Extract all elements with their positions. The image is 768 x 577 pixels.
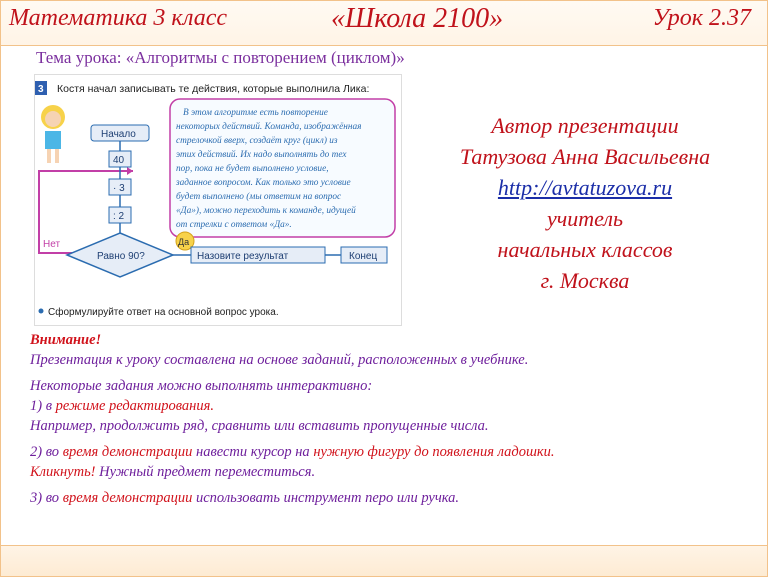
question-text: Сформулируйте ответ на основной вопрос урока. bbox=[48, 307, 279, 318]
divide-label: : 2 bbox=[113, 211, 125, 222]
author-heading: Автор презентации bbox=[491, 113, 679, 138]
instructions-notice bbox=[30, 330, 760, 508]
callout-line: В этом алгоритме есть повторение bbox=[183, 108, 328, 118]
header-bar bbox=[0, 0, 768, 46]
callout-line: «Да»), можно переходить к команде, идущей bbox=[176, 206, 356, 216]
lesson-number: Урок 2.37 bbox=[652, 5, 751, 31]
callout-line: этих действий. Их надо выполнять до тех bbox=[176, 150, 347, 160]
task-number: 3 bbox=[38, 84, 44, 95]
multiply-label: · 3 bbox=[113, 183, 125, 194]
lesson-topic: Тема урока: «Алгоритмы с повторением (циклом)» bbox=[36, 48, 405, 67]
attention-label: Внимание! bbox=[30, 332, 102, 348]
author-block bbox=[420, 110, 750, 296]
callout-line: пор, пока не будет выполнено условие, bbox=[176, 164, 329, 174]
highlight-text: Кликнуть! bbox=[30, 464, 96, 480]
start-label: Начало bbox=[101, 129, 136, 140]
callout-line: некоторых действий. Команда, изображённая bbox=[176, 122, 362, 132]
callout-line: от стрелки с ответом «Да». bbox=[176, 220, 292, 230]
callout-line: будет выполнено (мы ответим на вопрос bbox=[176, 192, 342, 202]
callout-line: заданное вопросом. Как только это условие bbox=[176, 178, 351, 188]
highlight-text: время демонстрации bbox=[62, 490, 193, 506]
bullet-dot bbox=[39, 309, 44, 314]
subject-title: Математика 3 класс bbox=[9, 5, 228, 31]
author-name: Татузова Анна Васильевна bbox=[459, 144, 711, 169]
author-role: учитель bbox=[547, 206, 623, 231]
value-label: 40 bbox=[113, 155, 125, 166]
notice-paragraph: Презентация к уроку составлена на основе заданий, расположенных в учебнике. bbox=[30, 352, 529, 368]
notice-item: 3) во время демонстрации использовать инструмент перо или ручка. bbox=[30, 490, 460, 506]
yes-label: Да bbox=[178, 237, 190, 247]
notice-item: 1) в режиме редактирования. bbox=[30, 398, 214, 414]
result-label: Назовите результат bbox=[197, 251, 289, 262]
highlight-text: до появления ладошки. bbox=[410, 444, 555, 460]
textbook-excerpt bbox=[34, 74, 402, 326]
highlight-text: время демонстрации bbox=[62, 444, 193, 460]
notice-paragraph: Некоторые задания можно выполнять интерактивно: bbox=[30, 378, 373, 394]
notice-item: Кликнуть! Нужный предмет переместиться. bbox=[30, 464, 316, 480]
school-program-title: «Школа 2100» bbox=[331, 3, 504, 34]
girl-illustration bbox=[41, 105, 65, 163]
end-label: Конец bbox=[349, 251, 378, 262]
task-title: Костя начал записывать те действия, которые выполнила Лика: bbox=[57, 83, 370, 95]
condition-label: Равно 90? bbox=[97, 251, 145, 262]
notice-paragraph: Например, продолжить ряд, сравнить или вставить пропущенные числа. bbox=[30, 418, 489, 434]
loop-arrowhead bbox=[127, 167, 133, 175]
highlight-text: режиме редактирования. bbox=[55, 398, 214, 414]
flowchart-diagram bbox=[35, 75, 401, 325]
author-city: г. Москва bbox=[540, 268, 630, 293]
author-role-detail: начальных классов bbox=[497, 237, 673, 262]
footer-bar bbox=[0, 545, 768, 577]
no-label: Нет bbox=[43, 239, 61, 250]
callout-line: стрелочкой вверх, создаёт круг (цикл) из bbox=[176, 136, 338, 146]
author-website-link[interactable]: http://avtatuzova.ru bbox=[497, 175, 673, 200]
notice-item: 2) во время демонстрации навести курсор на нужную фигуру до появления ладошки. bbox=[30, 444, 555, 460]
highlight-text: нужную фигуру bbox=[313, 444, 411, 460]
